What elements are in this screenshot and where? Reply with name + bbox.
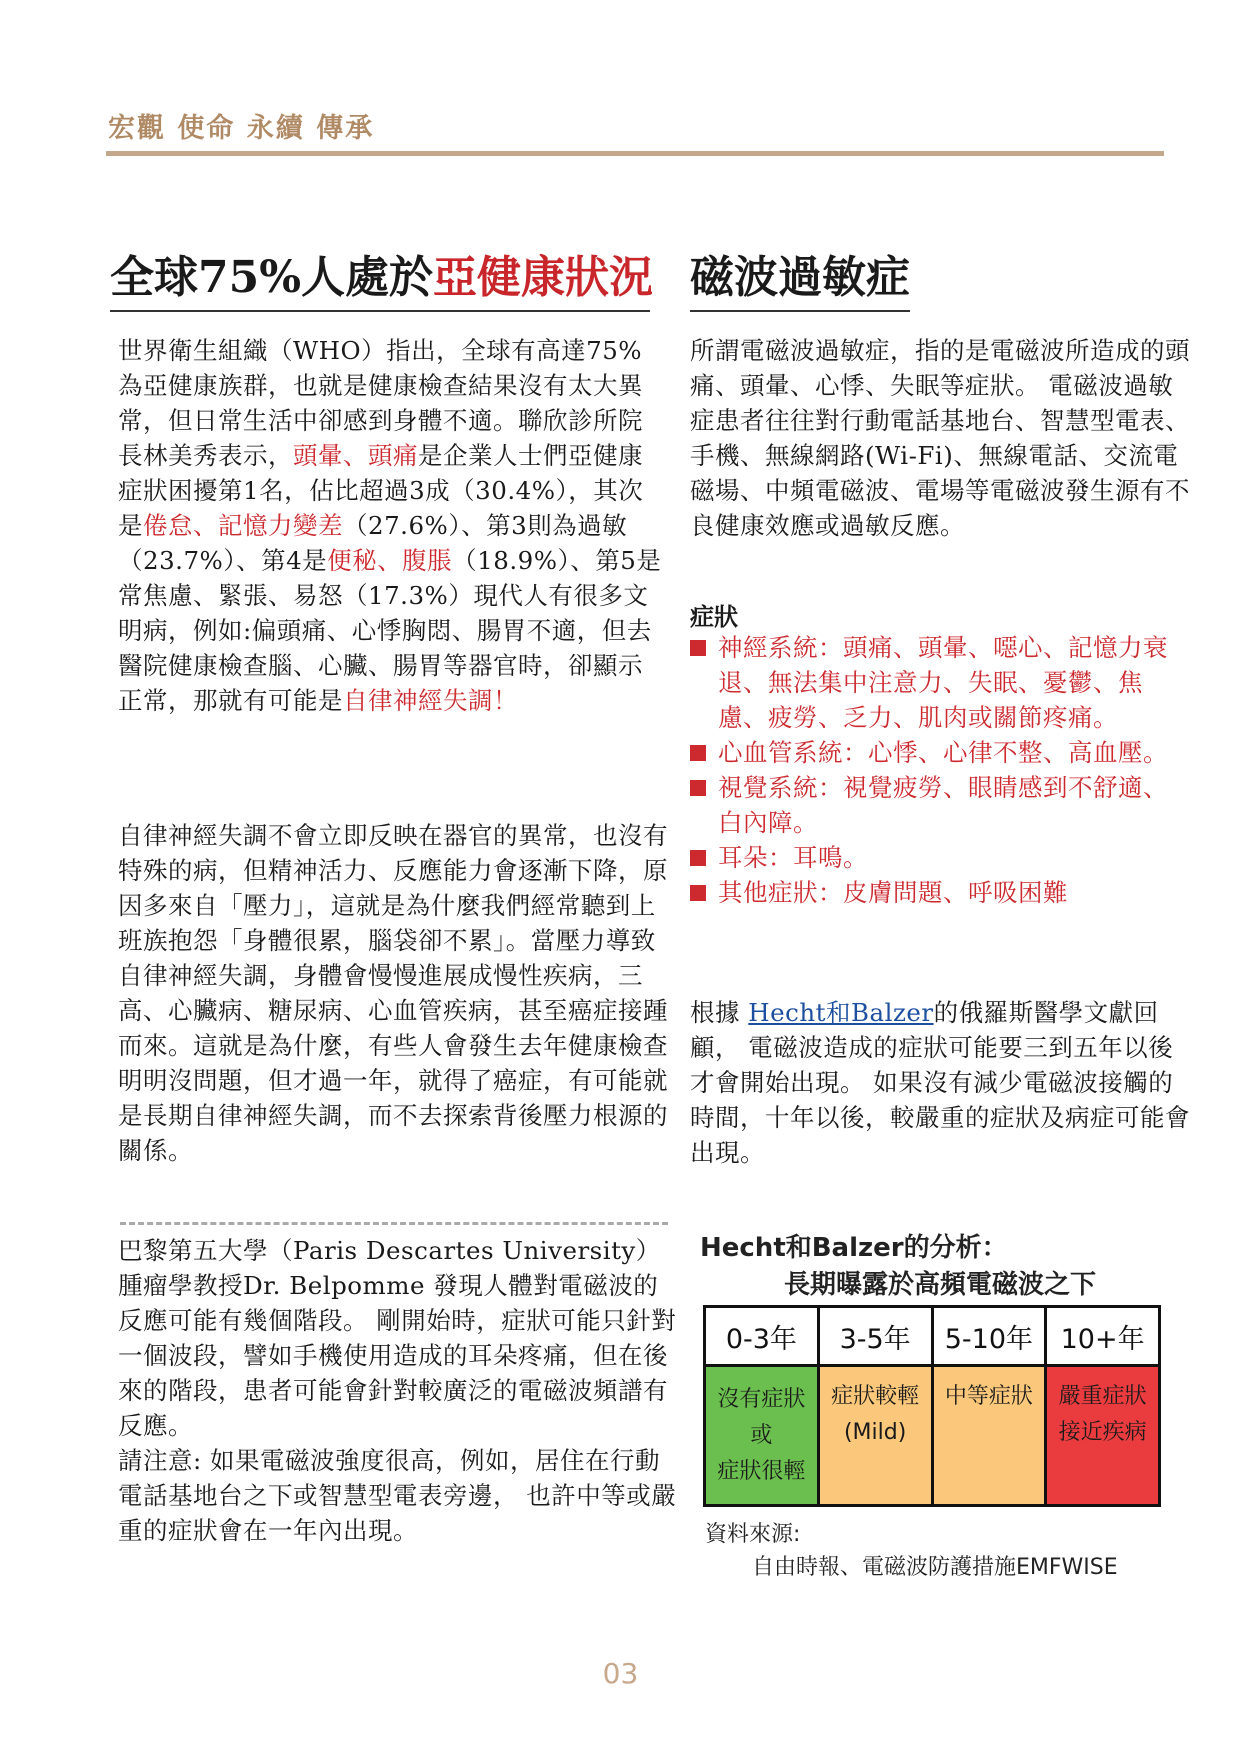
p1-text-c: （27.6%）、第3則為過敏（23.7%）、第4是: [118, 511, 628, 575]
research-text-b: 的俄羅斯醫學文獻回顧， 電磁波造成的症狀可能要三到五年以後才會開始出現。 如果沒有減少電磁波接觸的時間，十年以後，較嚴重的症狀及病症可能會出現。: [690, 998, 1190, 1167]
dashed-divider: [120, 1222, 668, 1225]
p1-red-b: 倦怠、記憶力變差: [143, 511, 343, 540]
p1-red-c: 便秘、腹脹: [327, 546, 453, 575]
p1-text-b: 是企業人士們亞健康症狀困擾第1名，佔比超過3成（30.4%），其次是: [118, 441, 644, 540]
analysis-subtitle: 長期曝露於高頻電磁波之下: [783, 1270, 1096, 1300]
cell-line: 症狀較輕: [831, 1384, 920, 1409]
title-highlight: 亞健康狀況: [433, 252, 654, 303]
list-item: [690, 630, 1190, 735]
hecht-balzer-link[interactable]: Hecht和Balzer: [748, 998, 934, 1027]
research-text-a: 根據: [690, 998, 749, 1027]
list-item: [690, 875, 1190, 910]
square-bullet-icon: [690, 640, 706, 656]
table-row: [705, 1366, 1160, 1506]
p3-research: 巴黎第五大學（Paris Descartes University）腫瘤學教授Dr. Belpomme 發現人體對電磁波的反應可能有幾個階段。 剛開始時，症狀可能只針對一個波段，譬如手機使用造成的耳朵疼痛，但在後來的階段，患者可能會針對較廣泛的電磁波頻譜有反應。: [118, 1236, 677, 1440]
exposure-table: [703, 1305, 1161, 1507]
cell-line: 接近疾病: [1058, 1420, 1147, 1445]
p1-text-a: 世界衛生組織（WHO）指出，全球有高達75%為亞健康族群，也就是健康檢查結果沒有太大異常，但日常生活中卻感到身體不適。聯欣診所院長林美秀表示，: [118, 336, 643, 470]
table-header-cell: 0-3年: [705, 1307, 819, 1366]
research-paragraph: [690, 995, 1190, 1170]
left-section-title: [110, 248, 654, 312]
source-label: 資料來源:: [705, 1522, 801, 1547]
symptom-text: 耳朵：耳鳴。: [718, 843, 868, 872]
left-paragraph-1: [118, 333, 663, 718]
square-bullet-icon: [690, 850, 706, 866]
cell-line: 症狀很輕: [717, 1458, 806, 1484]
table-cell: [818, 1366, 932, 1506]
p1-red-d: 自律神經失調！: [343, 686, 518, 715]
p1-text-d: （18.9%）、第5是常焦慮、緊張、易怒（17.3%）現代人有很多文明病，例如:偏頭痛、心悸胸悶、腸胃不適，但去醫院健康檢查腦、心臟、腸胃等器官時，卻顯示正常，那就有可能是: [118, 546, 662, 715]
symptom-text: 視覺系統：視覺疲勞、眼睛感到不舒適、白內障。: [718, 773, 1168, 837]
table-cell: [705, 1366, 819, 1506]
symptom-text: 其他症狀：皮膚問題、呼吸困難: [718, 878, 1068, 907]
cell-line: 中等症狀: [944, 1384, 1033, 1409]
symptom-text: 心血管系統：心悸、心律不整、高血壓。: [718, 738, 1168, 767]
symptom-heading: 症狀: [690, 602, 738, 631]
square-bullet-icon: [690, 885, 706, 901]
square-bullet-icon: [690, 745, 706, 761]
analysis-title: Hecht和Balzer的分析：: [700, 1233, 1008, 1263]
table-cell: [932, 1366, 1046, 1506]
symptom-text: 神經系統：頭痛、頭暈、噁心、記憶力衰退、無法集中注意力、失眠、憂鬱、焦慮、疲勞、乏力、肌肉或關節疼痛。: [718, 633, 1168, 732]
list-item: [690, 735, 1190, 770]
list-item: [690, 770, 1190, 840]
cell-line: 或: [750, 1422, 773, 1448]
header-divider: [106, 151, 1164, 156]
title-prefix: 全球75%人處於: [110, 252, 434, 303]
list-item: [690, 840, 1190, 875]
right-intro-paragraph: 所謂電磁波過敏症，指的是電磁波所造成的頭痛、頭暈、心悸、失眠等症狀。 電磁波過敏症患者往往對行動電話基地台、智慧型電表、手機、無線網路(Wi-Fi)、無線電話、交流電磁場、中頻電磁波、電場等電磁波發生源有不良健康效應或過敏反應。: [690, 336, 1190, 540]
symptom-list: [690, 630, 1190, 910]
table-header-cell: 3-5年: [818, 1307, 932, 1366]
table-header-row: [705, 1307, 1160, 1366]
cell-line: 嚴重症狀: [1058, 1384, 1147, 1409]
header-tagline: 宏觀 使命 永續 傳承: [108, 113, 375, 144]
left-paragraph-3: [118, 1233, 678, 1548]
cell-line: 沒有症狀: [717, 1386, 806, 1412]
left-paragraph-2: 自律神經失調不會立即反映在器官的異常，也沒有特殊的病，但精神活力、反應能力會逐漸下降，原因多來自「壓力」，這就是為什麼我們經常聽到上班族抱怨「身體很累，腦袋卻不累」。當壓力導致自律神經失調，身體會慢慢進展成慢性疾病，三高、心臟病、糖尿病、心血管疾病，甚至癌症接踵而來。這就是為什麼，有些人會發生去年健康檢查明明沒問題，但才過一年，就得了癌症，有可能就是長期自律神經失調，而不去探索背後壓力根源的關係。: [118, 821, 668, 1165]
cell-line: (Mild): [843, 1420, 907, 1445]
p3-note: 請注意: 如果電磁波強度很高，例如，居住在行動電話基地台之下或智慧型電表旁邊， 也許中等或嚴重的症狀會在一年內出現。: [118, 1446, 677, 1545]
table-header-cell: 5-10年: [932, 1307, 1046, 1366]
source-text: 自由時報、電磁波防護措施EMFWISE: [752, 1555, 1118, 1580]
table-header-cell: 10+年: [1046, 1307, 1160, 1366]
p1-red-a: 頭暈、頭痛: [293, 441, 418, 470]
page-number: 03: [602, 1657, 639, 1690]
right-section-title: 磁波過敏症: [690, 248, 910, 312]
table-cell: [1046, 1366, 1160, 1506]
square-bullet-icon: [690, 780, 706, 796]
